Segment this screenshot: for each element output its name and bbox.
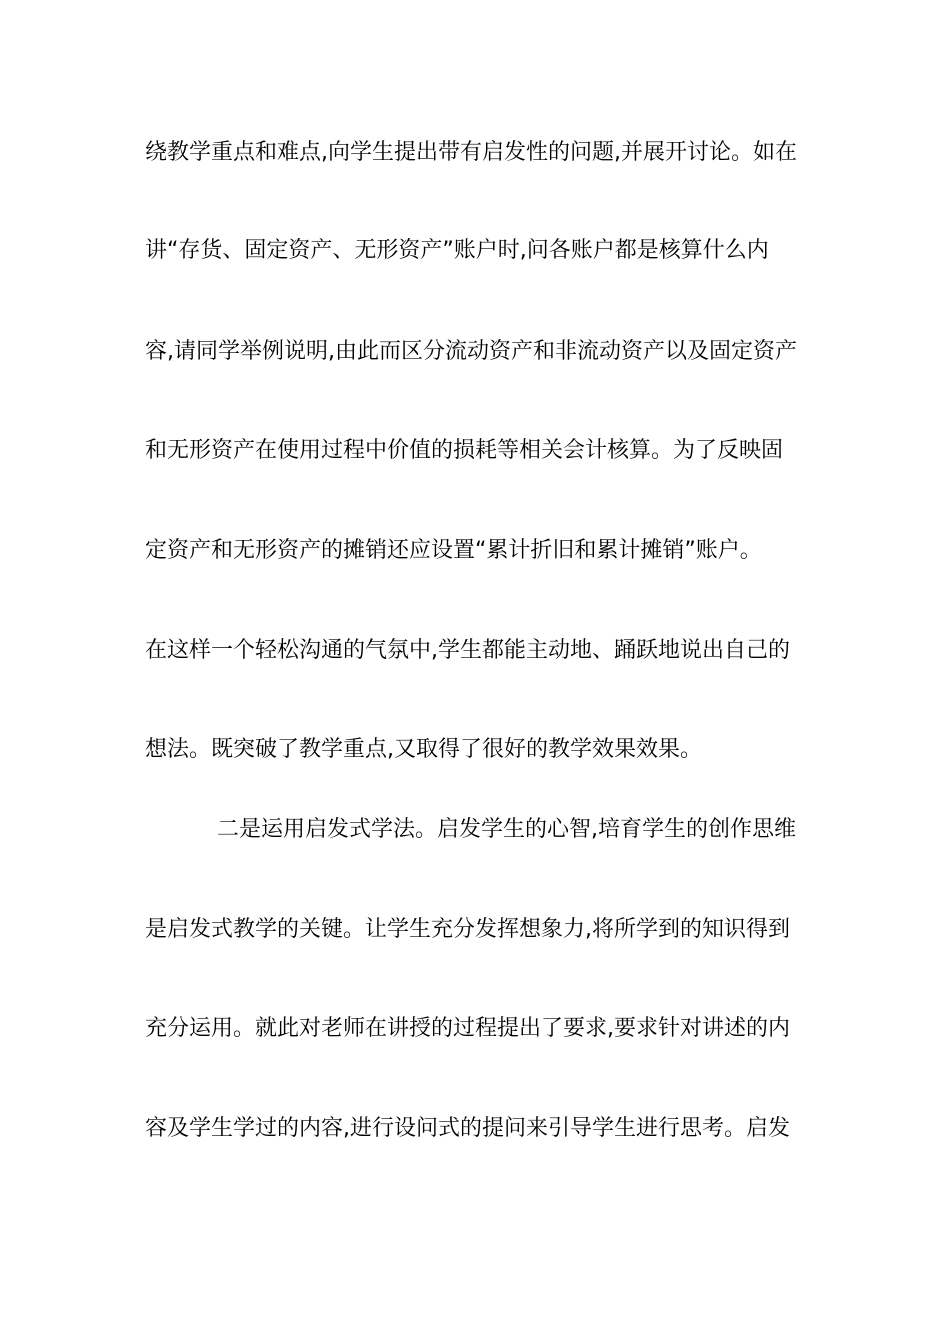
text-line: 容及学生学过的内容,进行设问式的提问来引导学生进行思考。启发 — [145, 1116, 790, 1141]
text-line: 定资产和无形资产的摊销还应设置“累计折旧和累计摊销”账户。 — [145, 538, 762, 563]
text-line: 想法。既突破了教学重点,又取得了很好的教学效果效果。 — [145, 737, 702, 762]
text-line: 讲“存货、固定资产、无形资产”账户时,问各账户都是核算什么内 — [145, 238, 769, 263]
text-line: 充分运用。就此对老师在讲授的过程提出了要求,要求针对讲述的内 — [145, 1016, 790, 1041]
text-line: 绕教学重点和难点,向学生提出带有启发性的问题,并展开讨论。如在 — [145, 140, 797, 165]
text-line: 和无形资产在使用过程中价值的损耗等相关会计核算。为了反映固 — [145, 438, 784, 463]
text-line: 在这样一个轻松沟通的气氛中,学生都能主动地、踊跃地说出自己的 — [145, 638, 790, 663]
text-line: 是启发式教学的关键。让学生充分发挥想象力,将所学到的知识得到 — [145, 917, 790, 942]
paragraph-first-line: 二是运用启发式学法。启发学生的心智,培育学生的创作思维 — [217, 817, 796, 842]
text-line: 容,请同学举例说明,由此而区分流动资产和非流动资产以及固定资产 — [145, 339, 797, 364]
